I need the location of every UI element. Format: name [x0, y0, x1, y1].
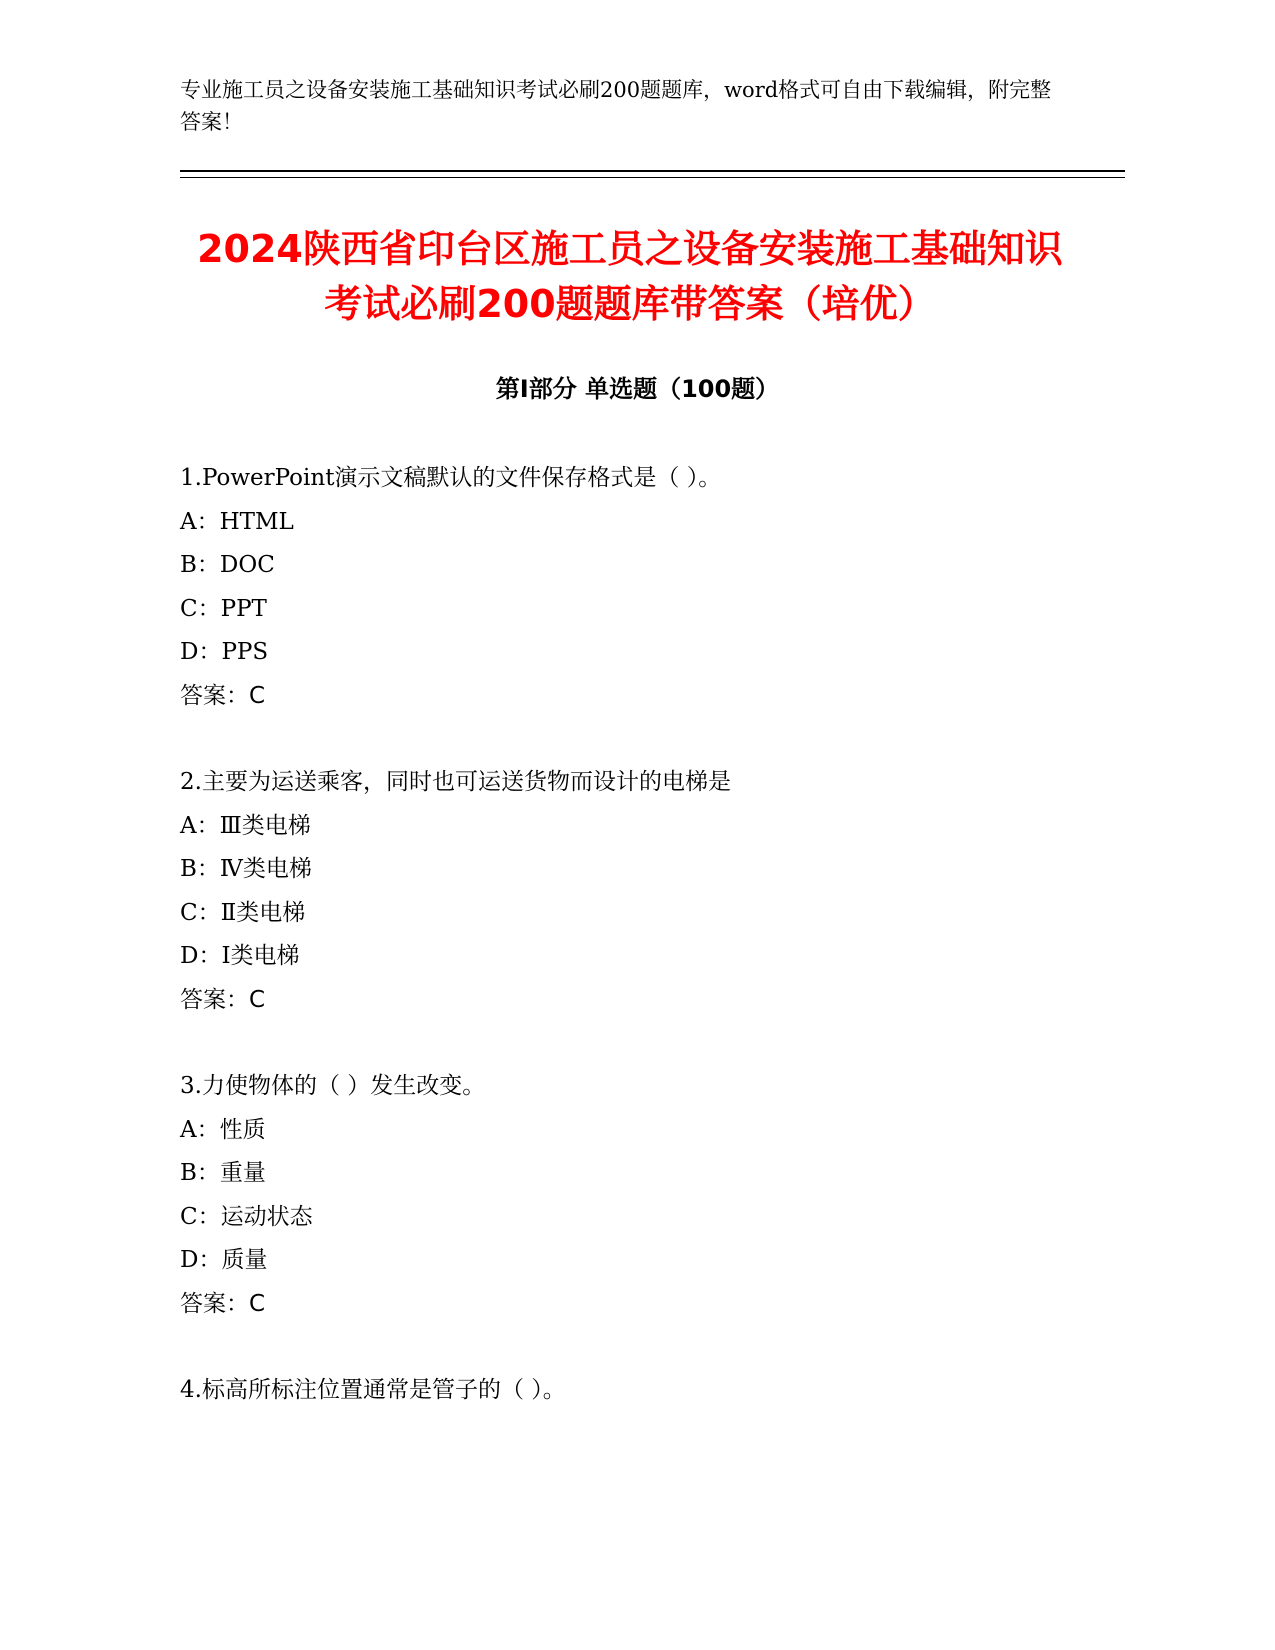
section-heading: 第I部分 单选题（100题）	[495, 375, 780, 403]
question-4	[180, 1369, 1125, 1413]
option-d: D：Ⅰ类电梯	[180, 943, 300, 969]
header-rule-thin	[180, 177, 1125, 178]
option-a: A：性质	[180, 1116, 266, 1143]
option-a: A：HTML	[180, 508, 294, 535]
question-3	[180, 1065, 1125, 1326]
option-a: A：Ⅲ类电梯	[180, 812, 311, 839]
option-b: B：DOC	[180, 552, 275, 578]
option-d: D：质量	[180, 1247, 268, 1273]
option-c: C：PPT	[180, 595, 267, 622]
header-note: 专业施工员之设备安装施工基础知识考试必刷200题题库，word格式可自由下载编辑，附完整答案！	[180, 78, 1052, 134]
question-stem: 2.主要为运送乘客，同时也可运送货物而设计的电梯是	[180, 769, 731, 795]
answer: 答案：C	[180, 1290, 266, 1317]
option-b: B：Ⅳ类电梯	[180, 856, 312, 882]
question-1	[180, 457, 1125, 718]
document-title: 2024陕西省印台区施工员之设备安装施工基础知识考试必刷200题题库带答案（培优）	[197, 227, 1063, 326]
answer: 答案：C	[180, 682, 266, 709]
option-d: D：PPS	[180, 639, 269, 665]
question-stem: 1.PowerPoint演示文稿默认的文件保存格式是（ ）。	[180, 465, 722, 491]
option-b: B：重量	[180, 1160, 266, 1186]
option-c: C：运动状态	[180, 1203, 313, 1230]
question-2	[180, 761, 1125, 1022]
question-stem: 3.力使物体的（ ）发生改变。	[180, 1073, 486, 1099]
option-c: C：Ⅱ类电梯	[180, 899, 306, 926]
answer: 答案：C	[180, 986, 266, 1013]
header-rule-thick	[180, 170, 1125, 172]
question-list	[180, 457, 1125, 1456]
question-stem: 4.标高所标注位置通常是管子的（ ）。	[180, 1377, 566, 1403]
